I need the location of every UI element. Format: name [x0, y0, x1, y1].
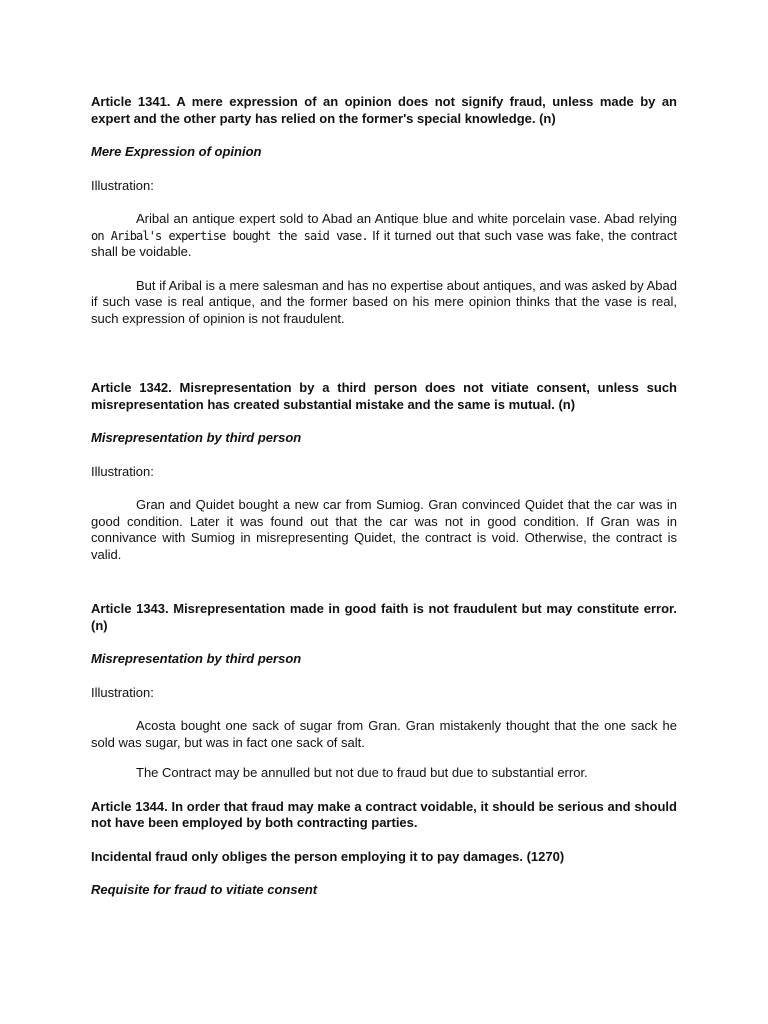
article-1343-subtitle: Misrepresentation by third person — [91, 651, 302, 666]
article-1343-illustration-paragraph-1: Acosta bought one sack of sugar from Gran. Gran mistakenly thought that the one sack he sold was sugar, but was in fact one sack of salt. — [91, 718, 677, 750]
paragraph-text-end: If it turned out that such vase was fake, the contract shall be voidable. — [91, 227, 677, 259]
article-1344-subtitle: Requisite for fraud to vitiate consent — [91, 882, 318, 897]
article-1341-illustration-label: Illustration: — [91, 177, 154, 193]
document-page — [91, 94, 677, 899]
article-1344-heading: Article 1344. In order that fraud may make a contract voidable, it should be serious and should not have been employed by both contracting parties. — [91, 798, 677, 830]
article-1341-heading: Article 1341. A mere expression of an opinion does not signify fraud, unless made by an expert and the other party has relied on the former's special knowledge. (n) — [91, 94, 677, 126]
article-1343-illustration-label: Illustration: — [91, 684, 154, 700]
article-1342-heading: Article 1342. Misrepresentation by a third person does not vitiate consent, unless such misrepresentation has created substantial mistake and the same is mutual. (n) — [91, 380, 677, 412]
article-1342-illustration-label: Illustration: — [91, 463, 154, 479]
article-1341-illustration-paragraph-1 — [91, 211, 677, 261]
paragraph-text-condensed: on Aribal's expertise bought the said vase. — [91, 228, 368, 243]
article-1342-illustration-paragraph-1: Gran and Quidet bought a new car from Sumiog. Gran convinced Quidet that the car was in good condition. Later it was found out that the car was not in good condition. If Gran was in connivance with Sumiog in misrepresenting Quidet, the contract is void. Otherwise, the contract is valid. — [91, 497, 677, 562]
article-1341-illustration-paragraph-2: But if Aribal is a mere salesman and has no expertise about antiques, and was asked by Abad if such vase is real antique, and the former based on his mere opinion thinks that the vase is real, such expression of opinion is not fraudulent. — [91, 277, 677, 326]
paragraph-text-start: Aribal an antique expert sold to Abad an Antique blue and white porcelain vase. Abad relying — [136, 211, 677, 226]
article-1343-illustration-paragraph-2: The Contract may be annulled but not due to fraud but due to substantial error. — [136, 765, 588, 780]
article-1341-subtitle: Mere Expression of opinion — [91, 144, 262, 159]
article-1342-subtitle: Misrepresentation by third person — [91, 430, 302, 445]
article-1343-heading: Article 1343. Misrepresentation made in good faith is not fraudulent but may constitute error. (n) — [91, 601, 677, 633]
article-1344-heading-2: Incidental fraud only obliges the person employing it to pay damages. (1270) — [91, 848, 565, 864]
